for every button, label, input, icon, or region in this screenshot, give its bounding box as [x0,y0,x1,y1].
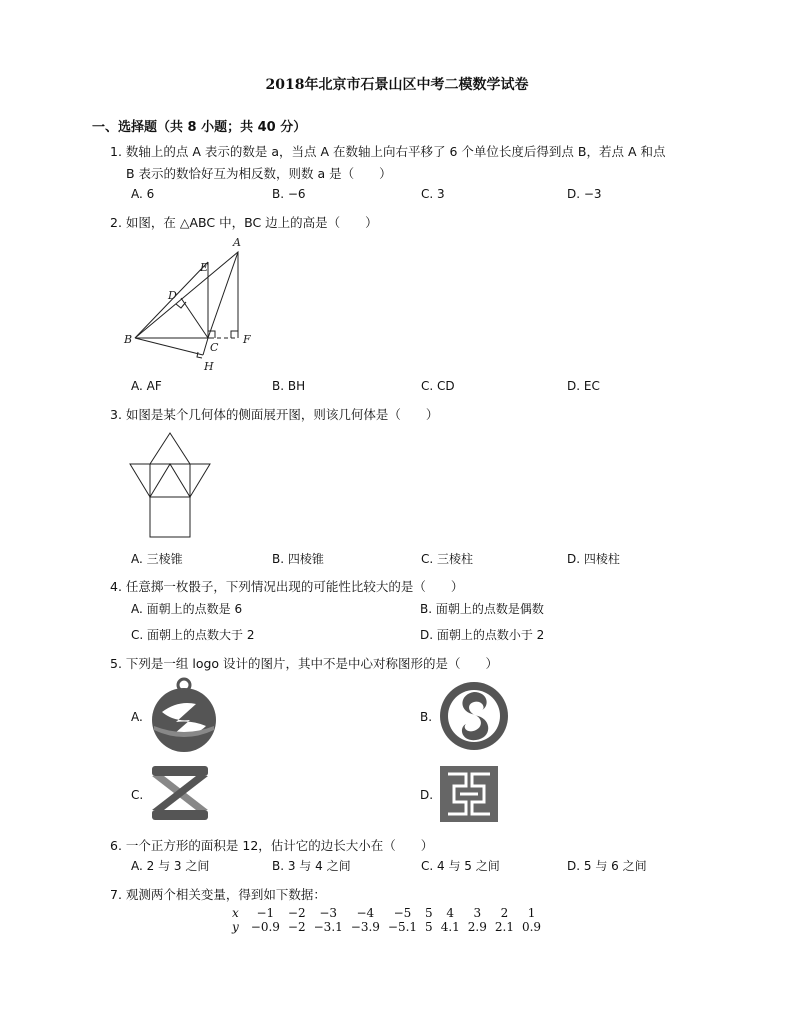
q4-option-c[interactable]: C. 面朝上的点数大于 2 [131,628,255,642]
q7-row-x [228,906,545,920]
q5-option-b[interactable]: B. [420,710,433,724]
q7-stem: 7. 观测两个相关变量，得到如下数据： [110,887,326,902]
q7-x-cell: 4 [446,906,455,920]
q7-y-cell: 0.9 [521,920,542,934]
q2-option-c[interactable]: C. CD [421,379,455,393]
q7-y-cell: −3.9 [350,920,380,934]
q4-stem: 4. 任意掷一枚骰子，下列情况出现的可能性比较大的是（ ） [110,579,464,594]
q5-stem: 5. 下列是一组 logo 设计的图片，其中不是中心对称图形的是（ ） [110,656,499,671]
q7-y-cell: −3.1 [313,920,343,934]
q5-option-c[interactable]: C. [131,788,144,802]
q2-label-f: F [243,333,251,346]
q2-option-d[interactable]: D. EC [567,379,600,393]
q7-x-cell: −1 [256,906,275,920]
q1-stem-line2: B 表示的数恰好互为相反数，则数 a 是（ ） [126,166,392,181]
q6-option-c[interactable]: C. 4 与 5 之间 [421,859,500,873]
q7-y-cell: 4.1 [440,920,460,934]
q3-stem: 3. 如图是某个几何体的侧面展开图，则该几何体是（ ） [110,407,439,422]
q1-option-b[interactable]: B. −6 [272,187,306,201]
q6-stem: 6. 一个正方形的面积是 12，估计它的边长大小在（ ） [110,838,434,853]
q5-option-d[interactable]: D. [420,788,434,802]
q5-logo-d-icon [438,764,500,824]
q2-label-b: B [124,333,133,346]
q2-label-a: A [233,236,241,249]
q7-x-cell: 1 [527,906,536,920]
q7-x-cell: 2 [500,906,509,920]
q7-y-cell: 2.1 [494,920,514,934]
q6-option-a[interactable]: A. 2 与 3 之间 [131,859,210,873]
q3-option-c[interactable]: C. 三棱柱 [421,552,474,566]
q7-y-cell: 2.9 [467,920,487,934]
q6-option-d[interactable]: D. 5 与 6 之间 [567,859,647,873]
q7-y-cell: −5.1 [387,920,418,934]
q7-row-y [228,920,545,934]
q7-x-cell: 3 [473,906,482,920]
q7-x-cell: −4 [356,906,375,920]
q7-y-cell: −0.9 [250,920,280,934]
q1-option-a[interactable]: A. 6 [131,187,155,201]
q7-y-cell: −2 [287,920,306,934]
q2-stem: 2. 如图，在 △ABC 中，BC 边上的高是（ ） [110,215,378,230]
q5-logo-c-icon [148,764,212,822]
q5-logo-a-icon [148,676,220,754]
q7-x-cell: −5 [393,906,412,920]
page-title: 2018年北京市石景山区中考二模数学试卷 [265,77,529,93]
q7-y-cell: 5 [425,920,433,934]
q7-x-cell: −3 [319,906,338,920]
q5-option-a[interactable]: A. [131,710,143,724]
q2-label-h: H [204,360,214,373]
q3-option-b[interactable]: B. 四棱锥 [272,552,324,566]
section-heading: 一、选择题（共 8 小题；共 40 分） [92,120,307,135]
q3-option-d[interactable]: D. 四棱柱 [567,552,620,566]
q4-option-b[interactable]: B. 面朝上的点数是偶数 [420,602,544,616]
q7-data-table [228,906,545,934]
q2-option-a[interactable]: A. AF [131,379,162,393]
q2-option-b[interactable]: B. BH [272,379,306,393]
q7-x-label: x [232,906,239,920]
q1-option-c[interactable]: C. 3 [421,187,445,201]
q6-option-b[interactable]: B. 3 与 4 之间 [272,859,351,873]
q1-option-d[interactable]: D. −3 [567,187,602,201]
q7-y-label: y [232,920,239,934]
q4-option-d[interactable]: D. 面朝上的点数小于 2 [420,628,545,642]
q2-label-c: C [210,341,219,354]
q5-logo-b-icon [438,680,510,752]
q2-label-e: E [200,261,209,274]
q7-x-cell: 5 [425,906,433,920]
q2-label-d: D [168,289,177,302]
q4-option-a[interactable]: A. 面朝上的点数是 6 [131,602,243,616]
q3-option-a[interactable]: A. 三棱锥 [131,552,183,566]
q1-stem-line1: 1. 数轴上的点 A 表示的数是 a，当点 A 在数轴上向右平移了 6 个单位长度后得到点 B，若点 A 和点 [110,144,666,159]
q7-x-cell: −2 [287,906,306,920]
